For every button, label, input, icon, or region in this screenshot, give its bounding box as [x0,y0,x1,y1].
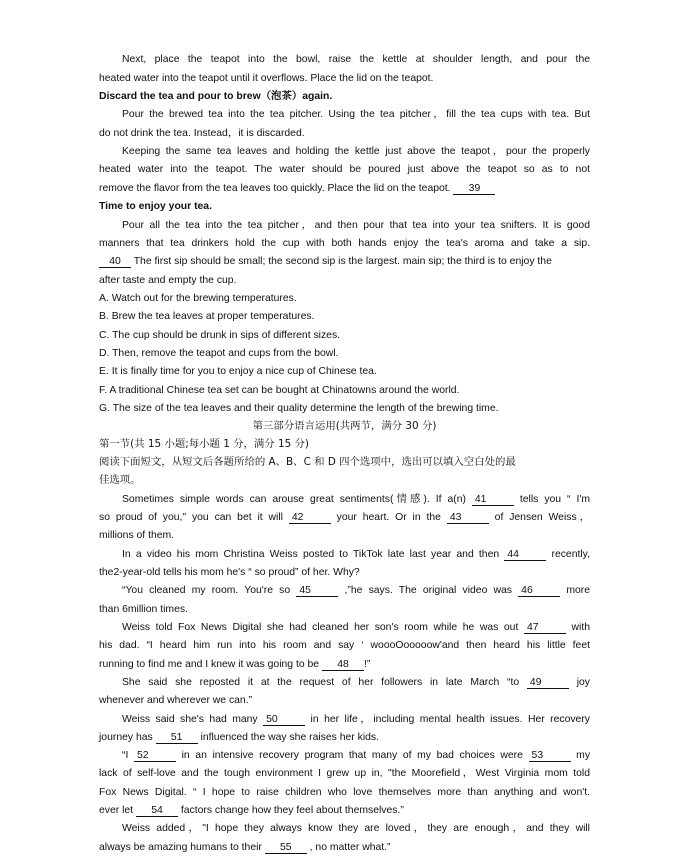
instructions: 佳选项。 [99,474,141,486]
text-line: so proud of you," you can bet it will 42 your heart. Or in the 43 of Jensen Weiss， [99,512,591,523]
text-line: do not drink the tea. Instead，it is discarded. [99,128,305,139]
text-line: In a video his mom Christina Weiss posted to TikTok late last year and then 44 recently, [122,549,590,560]
part-title: 第三部分语言运用(共两节，满分 30 分) [252,420,437,432]
answer-blank[interactable]: 40 [99,256,131,268]
text-line: Weiss said she's had many 50 in her life，including mental health issues. Her recovery [122,714,590,725]
text-line: heated water into the teapot until it overflows. Place the lid on the teapot. [99,73,434,84]
text-line: manners that tea drinkers hold the cup with both hands enjoy the tea's aroma and take a sip. [99,238,590,249]
option-d: D. Then, remove the teapot and cups from the bowl. [99,348,339,359]
text-line: journey has 51 influenced the way she raises her kids. [99,732,379,743]
answer-blank[interactable]: 39 [453,183,495,195]
text-line: the2-year-old tells his mom he's “ so proud” of her. Why? [99,567,360,578]
text-line: She said she reposted it at the request of her followers in late March “to 49 joy [122,677,590,688]
option-f: F. A traditional Chinese tea set can be bought at Chinatowns around the world. [99,385,460,396]
answer-blank[interactable]: 42 [289,512,331,524]
text-line: after taste and empty the cup. [99,275,237,286]
option-c: C. The cup should be drunk in sips of different sizes. [99,330,341,341]
text-line: millions of them. [99,530,175,541]
answer-blank[interactable]: 54 [136,805,178,817]
option-b: B. Brew the tea leaves at proper temperatures. [99,311,315,322]
text-line: lack of self-love and the tough environment I grew up in, "the Moorefield，West Virginia mom told [99,768,590,779]
text-line: whenever and wherever we can.” [99,695,253,706]
text-line: Pour all the tea into the tea pitcher，and then pour that tea into your tea snifters. It is good [122,220,590,231]
option-a: A. Watch out for the brewing temperatures. [99,293,297,304]
text-line: “You cleaned my room. You're so 45 ,”he says. The original video was 46 more [122,585,591,596]
answer-blank[interactable]: 52 [134,750,176,762]
answer-blank[interactable]: 43 [447,512,489,524]
text-line: than 6million times. [99,604,188,615]
text-line: Keeping the same tea leaves and holding the kettle just above the teapot，pour the properly [122,146,590,157]
text-line: ever let 54 factors change how they feel about themselves.” [99,805,404,816]
answer-blank[interactable]: 55 [265,842,307,854]
text-line: his dad. “I heard him run into his room and say ‘ woooOooooow'and then heard his little feet [99,640,590,651]
answer-blank[interactable]: 49 [527,677,569,689]
instructions: 阅读下面短文，从短文后各题所给的 A、B、C 和 D 四个选项中，选出可以填入空白处的最 [99,456,516,468]
text-line: Weiss told Fox News Digital she had cleaned her son's room while he was out 47 with [122,622,590,633]
answer-blank[interactable]: 45 [296,585,338,597]
text-line: Next, place the teapot into the bowl, raise the kettle at shoulder length, and pour the [122,54,590,65]
text-line: remove the flavor from the tea leaves too quickly. Place the lid on the teapot. 39 [99,182,590,195]
text-line: Sometimes simple words can arouse great sentiments(情感). If a(n) 41 tells you “ I'm [122,494,590,505]
text-line: “I 52 in an intensive recovery program that many of my bad choices were 53 my [122,750,591,761]
answer-blank[interactable]: 47 [524,622,566,634]
answer-blank[interactable]: 51 [156,732,198,744]
answer-blank[interactable]: 48 [322,659,364,671]
text-line: always be amazing humans to their 55 , no matter what.” [99,842,391,853]
answer-blank[interactable]: 50 [263,714,305,726]
option-g: G. The size of the tea leaves and their quality determine the length of the brewing time. [99,403,499,414]
section-heading: Discard the tea and pour to brew（泡茶）again. [99,91,333,102]
answer-blank[interactable]: 46 [518,585,560,597]
text-line: running to find me and I knew it was going to be 48 !” [99,659,371,670]
text-line: Pour the brewed tea into the tea pitcher. Using the tea pitcher，fill the tea cups with tea. But [122,109,590,120]
answer-blank[interactable]: 53 [529,750,571,762]
section-title: 第一节(共 15 小题;每小题 1 分，满分 15 分) [99,438,309,450]
text-line: Weiss added，"I hope they always know they are loved，they are enough，and they will [122,823,590,834]
section-heading: Time to enjoy your tea. [99,201,212,212]
answer-blank[interactable]: 41 [472,494,514,506]
option-e: E. It is finally time for you to enjoy a nice cup of Chinese tea. [99,366,377,377]
text-line: heated water into the teapot. The water should be poured just above the teapot so as to not [99,164,590,175]
text-line: 40 The first sip should be small; the second sip is the largest. main sip; the third is to enjoy the [99,255,590,268]
text-line: Fox News Digital. “ I hope to raise children who love themselves more than anything and won't. [99,787,590,798]
answer-blank[interactable]: 44 [504,549,546,561]
